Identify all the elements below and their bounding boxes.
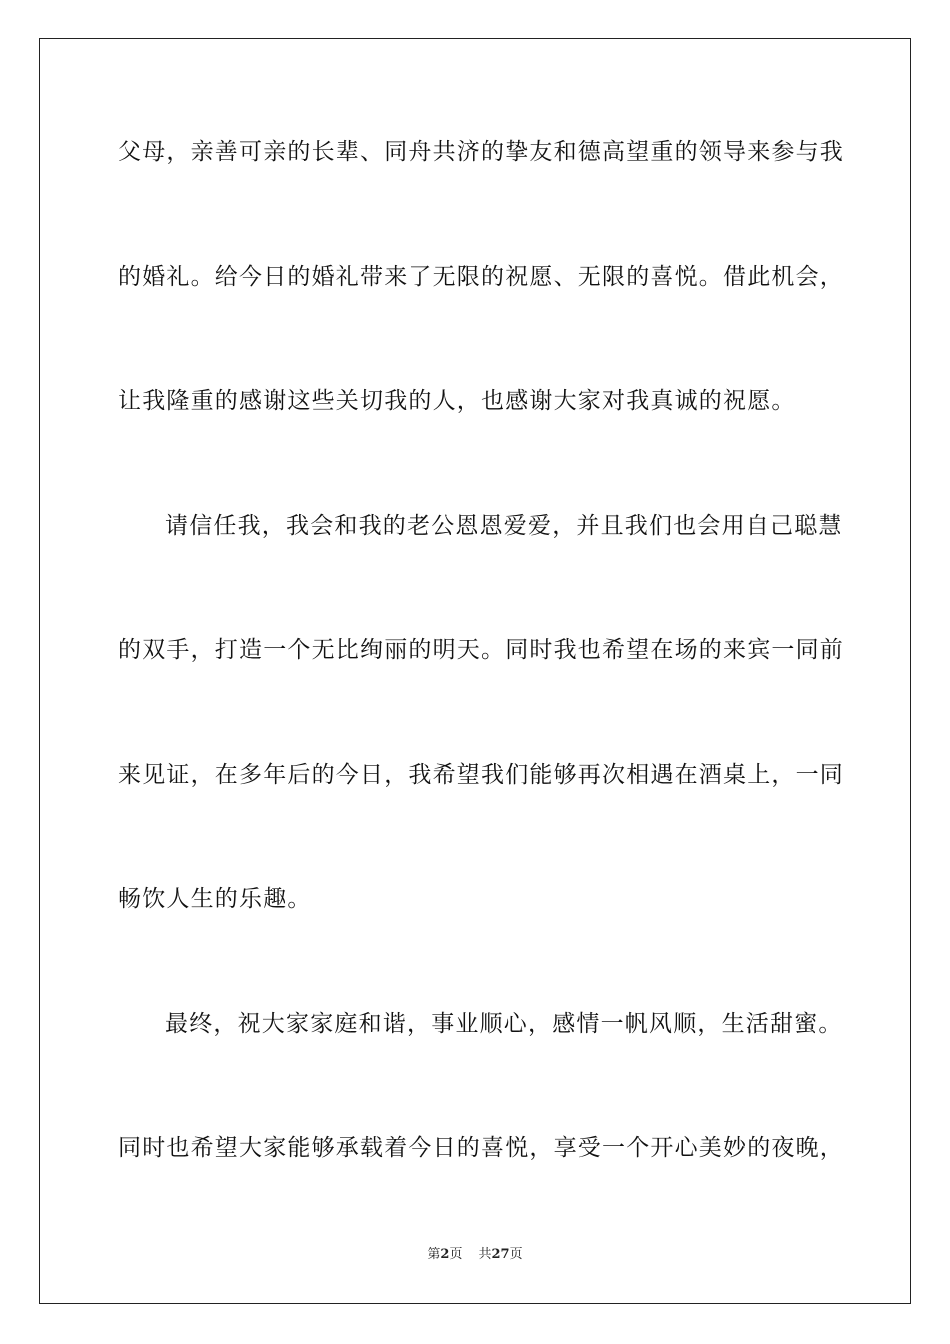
body-text-line: 父母，亲善可亲的长辈、同舟共济的挚友和德高望重的领导来参与我 [118,139,844,165]
body-text-line: 同时也希望大家能够承载着今日的喜悦，享受一个开心美妙的夜晚， [118,1135,844,1161]
body-text-line: 的婚礼。给今日的婚礼带来了无限的祝愿、无限的喜悦。借此机会， [118,264,844,290]
page-suffix: 页 [449,1247,463,1262]
total-suffix: 页 [509,1247,523,1262]
body-text-line: 的双手，打造一个无比绚丽的明天。同时我也希望在场的来宾一同前 [118,637,844,663]
body-text-line: 最终，祝大家家庭和谐，事业顺心，感情一帆风顺，生活甜蜜。 [165,1011,843,1037]
page-number: 2 [440,1247,450,1262]
total-pages: 27 [491,1247,510,1262]
body-text-line: 让我隆重的感谢这些关切我的人，也感谢大家对我真诚的祝愿。 [118,388,796,414]
total-prefix: 共 [478,1247,492,1262]
body-text-line: 畅饮人生的乐趣。 [118,886,312,912]
body-text-line: 请信任我，我会和我的老公恩恩爱爱，并且我们也会用自己聪慧 [165,513,843,539]
page-border [39,38,911,1304]
body-text-line: 来见证，在多年后的今日，我希望我们能够再次相遇在酒桌上，一同 [118,762,844,788]
page-footer [0,1246,950,1264]
page-prefix: 第 [427,1247,441,1262]
